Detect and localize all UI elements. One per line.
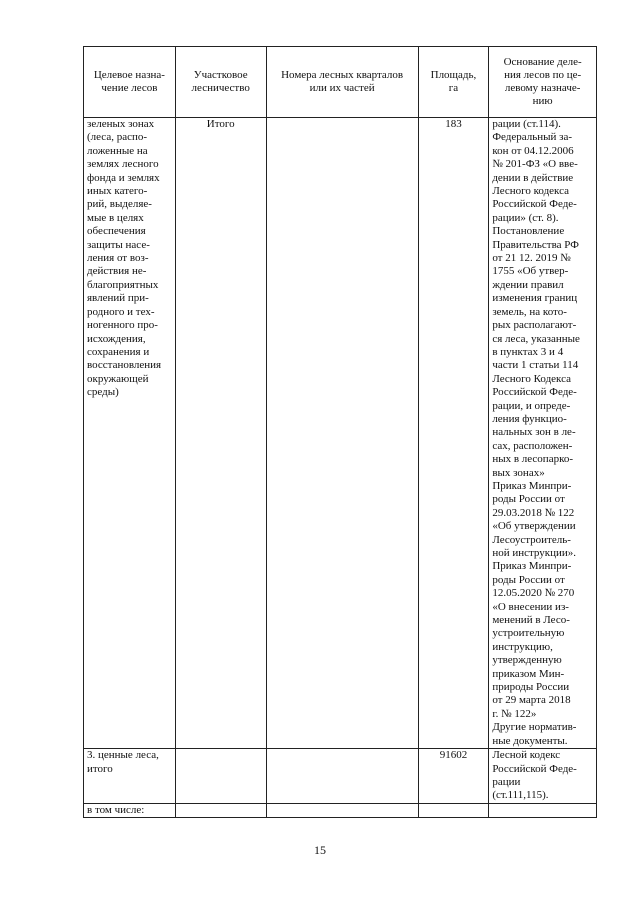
cell-quarters	[266, 118, 418, 749]
cell-purpose: 3. ценные леса, итого	[84, 749, 176, 804]
header-basis-text: Основание деле- ния лесов по це- левому назначе- нию	[503, 56, 582, 107]
cell-forestry	[175, 749, 266, 804]
cell-purpose: зеленых зонах (леса, распо- ложенные на землях лесного фонда и землях иных катего- рий, выделяе- мые в целях обеспечения защиты насе- ления от воз- действия не- благоприятных явлений при- родного и тех- ногенного про- исхождения, сохранения и восстановления окружающей среды)	[84, 118, 176, 749]
header-cell-area	[418, 47, 489, 118]
cell-basis: рации (ст.114). Федеральный за- кон от 04.12.2006 № 201-ФЗ «О вве- дении в действие Лесного кодекса Российской Феде- рации» (ст. 8). Постановление Правительства РФ от 21 12. 2019 № 1755 «Об утвер- ждении правил изменения границ земель, на кото- рых располагают- ся леса, указанные в пунктах 3 и 4 части 1 статьи 114 Лесного Кодекса Российской Феде- рации, и опреде- ления функцио- нальных зон в ле- сах, расположен- ных в лесопарко- вых зонах» Приказ Минпри- роды России от 29.03.2018 № 122 «Об утверждении Лесоустроитель- ной инструкции». Приказ Минпри- роды России от 12.05.2020 № 270 «О внесении из- менений в Лесо- устроительную инструкцию, утвержденную приказом Мин- природы России от 29 марта 2018 г. № 122» Другие норматив- ные документы.	[489, 118, 597, 749]
cell-basis	[489, 803, 597, 817]
cell-area	[418, 803, 489, 817]
header-area-text: Площадь, га	[430, 69, 477, 94]
cell-purpose: в том числе:	[84, 803, 176, 817]
cell-quarters	[266, 803, 418, 817]
header-forestry-text: Участковое лесничество	[191, 69, 250, 94]
header-cell-quarters	[266, 47, 418, 118]
cell-forestry	[175, 803, 266, 817]
forest-purpose-table	[83, 46, 597, 818]
header-cell-purpose	[84, 47, 176, 118]
header-cell-basis	[489, 47, 597, 118]
cell-area: 91602	[418, 749, 489, 804]
header-quarters-text: Номера лесных кварталов или их частей	[281, 69, 404, 94]
cell-basis: Лесной кодекс Российской Феде- рации (ст.111,115).	[489, 749, 597, 804]
table-row	[84, 803, 597, 817]
header-cell-forestry	[175, 47, 266, 118]
cell-area: 183	[418, 118, 489, 749]
table-header-row	[84, 47, 597, 118]
cell-forestry: Итого	[175, 118, 266, 749]
table-row	[84, 118, 597, 749]
page-number: 15	[314, 843, 326, 857]
table-row	[84, 749, 597, 804]
header-purpose-text: Целевое назна- чение лесов	[93, 69, 165, 94]
cell-quarters	[266, 749, 418, 804]
